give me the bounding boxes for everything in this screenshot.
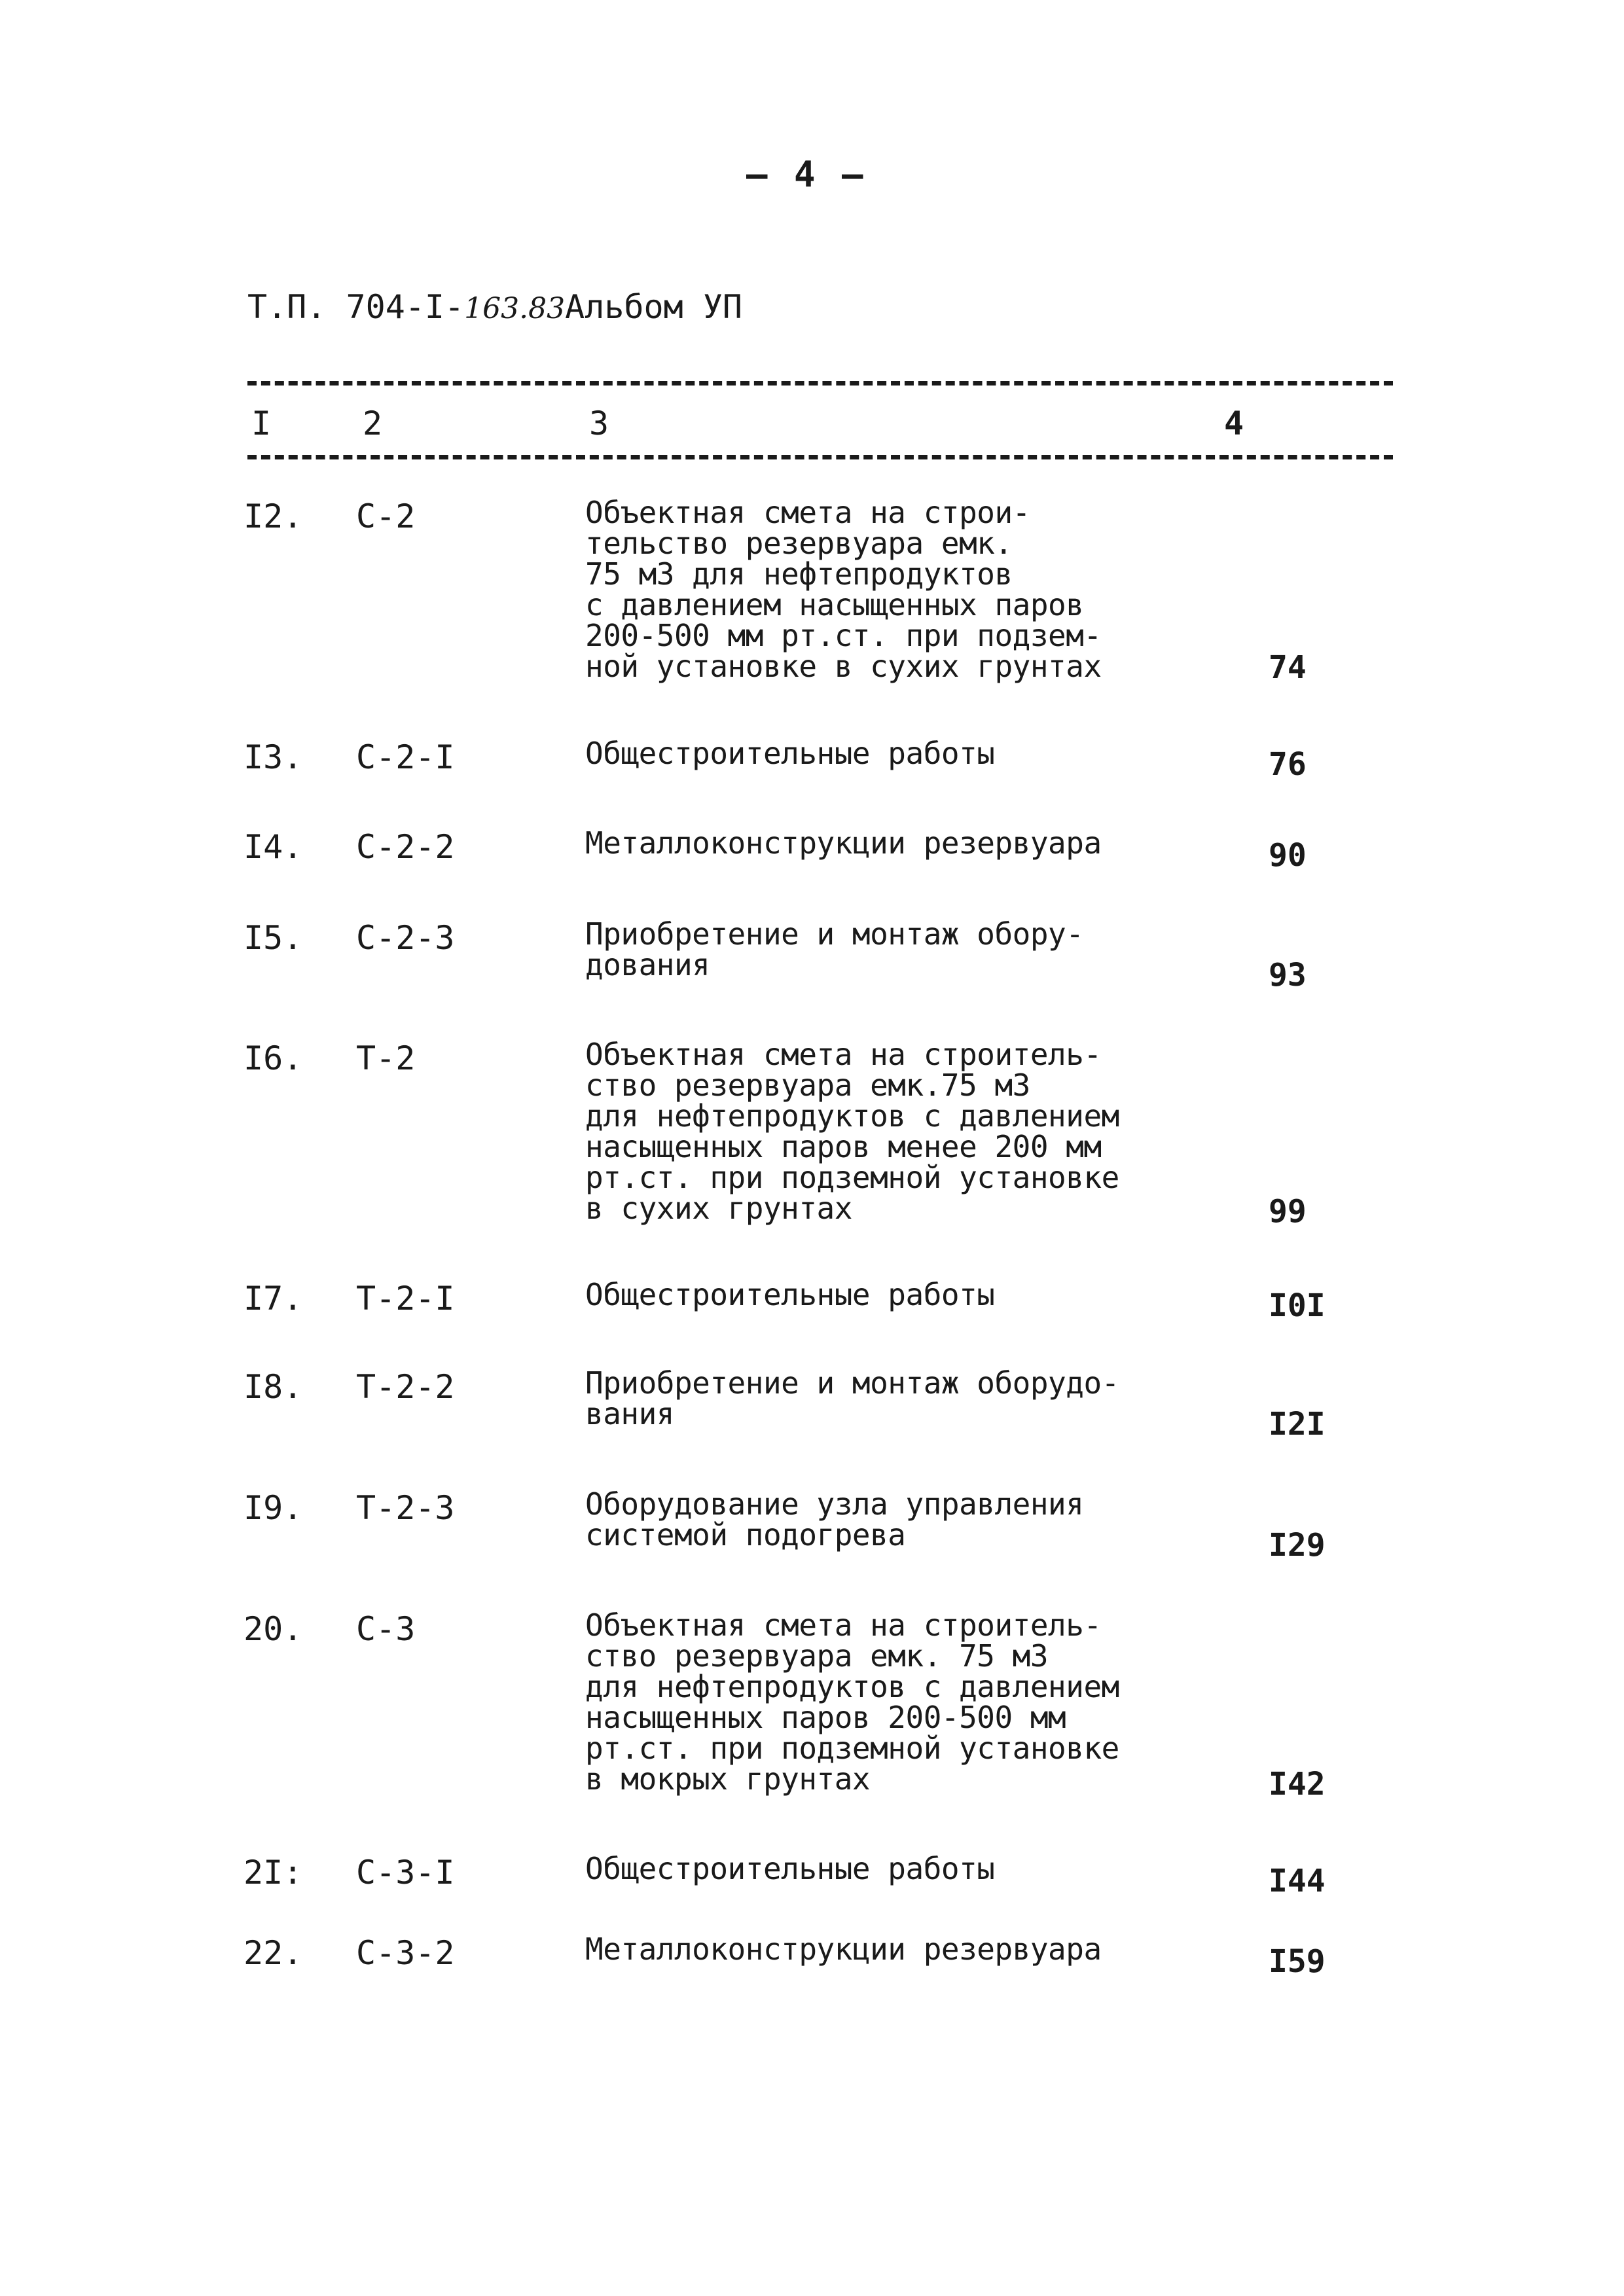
row-code: Т-2-I bbox=[356, 1280, 455, 1318]
row-number: 2I: bbox=[244, 1854, 303, 1892]
row-code: С-3-2 bbox=[356, 1934, 455, 1972]
row-code: Т-2-3 bbox=[356, 1489, 455, 1527]
row-page-number: I29 bbox=[1269, 1527, 1326, 1564]
row-description: Оборудование узла управления системой подогрева bbox=[585, 1486, 1084, 1552]
row-number: I9. bbox=[244, 1489, 303, 1527]
column-header-1: I bbox=[251, 404, 272, 442]
row-description: Приобретение и монтаж обору- дования bbox=[585, 916, 1084, 982]
row-page-number: I44 bbox=[1269, 1863, 1326, 1899]
document-reference bbox=[247, 288, 742, 326]
row-page-number: 76 bbox=[1269, 746, 1307, 783]
row-number: I6. bbox=[244, 1039, 303, 1077]
row-code: С-2-I bbox=[356, 738, 455, 776]
row-description: Общестроительные работы bbox=[585, 1277, 995, 1312]
page-number: – 4 – bbox=[746, 154, 866, 195]
row-description: Общестроительные работы bbox=[585, 1851, 995, 1886]
doc-ref-suffix: Альбом УП bbox=[565, 288, 743, 326]
row-code: С-3 bbox=[356, 1610, 416, 1648]
row-number: I3. bbox=[244, 738, 303, 776]
doc-ref-handwritten-number: 163.83 bbox=[464, 292, 566, 325]
row-number: 20. bbox=[244, 1610, 303, 1648]
table-top-dashed-rule bbox=[247, 381, 1393, 386]
doc-ref-prefix: Т.П. 704-I- bbox=[247, 288, 465, 326]
row-page-number: I59 bbox=[1269, 1943, 1326, 1980]
row-code: С-2 bbox=[356, 497, 416, 535]
row-page-number: 99 bbox=[1269, 1193, 1307, 1230]
row-description: Приобретение и монтаж оборудо- вания bbox=[585, 1365, 1119, 1431]
row-description: Общестроительные работы bbox=[585, 736, 995, 771]
row-number: 22. bbox=[244, 1934, 303, 1972]
row-number: I7. bbox=[244, 1280, 303, 1318]
row-description: Объектная смета на строитель- ство резервуара емк. 75 м3 для нефтепродуктов с давлением насыщенных паров 200-500 мм рт.ст. при подземной установке в мокрых грунтах bbox=[585, 1607, 1119, 1797]
column-header-3: 3 bbox=[589, 404, 609, 442]
row-page-number: I42 bbox=[1269, 1766, 1326, 1803]
row-description: Объектная смета на строитель- ство резервуара емк.75 м3 для нефтепродуктов с давлением насыщенных паров менее 200 мм рт.ст. при подземной установке в сухих грунтах bbox=[585, 1037, 1119, 1226]
row-page-number: I2I bbox=[1269, 1406, 1326, 1443]
table-header-dashed-rule bbox=[247, 455, 1393, 459]
row-code: С-2-3 bbox=[356, 919, 455, 957]
row-code: Т-2-2 bbox=[356, 1368, 455, 1406]
row-code: Т-2 bbox=[356, 1039, 416, 1077]
row-page-number: 93 bbox=[1269, 957, 1307, 994]
row-page-number: 90 bbox=[1269, 837, 1307, 874]
column-header-2: 2 bbox=[363, 404, 383, 442]
row-page-number: 74 bbox=[1269, 649, 1307, 686]
row-page-number: I0I bbox=[1269, 1287, 1326, 1324]
row-description: Металлоконструкции резервуара bbox=[585, 1931, 1102, 1967]
row-description: Объектная смета на строи- тельство резервуара емк. 75 м3 для нефтепродуктов с давлением насыщенных паров 200-500 мм рт.ст. при подзем- ной установке в сухих грунтах bbox=[585, 495, 1102, 684]
row-description: Металлоконструкции резервуара bbox=[585, 825, 1102, 861]
row-number: I4. bbox=[244, 828, 303, 866]
row-number: I8. bbox=[244, 1368, 303, 1406]
row-code: С-2-2 bbox=[356, 828, 455, 866]
row-code: С-3-I bbox=[356, 1854, 455, 1892]
column-header-4: 4 bbox=[1224, 404, 1244, 442]
row-number: I5. bbox=[244, 919, 303, 957]
row-number: I2. bbox=[244, 497, 303, 535]
